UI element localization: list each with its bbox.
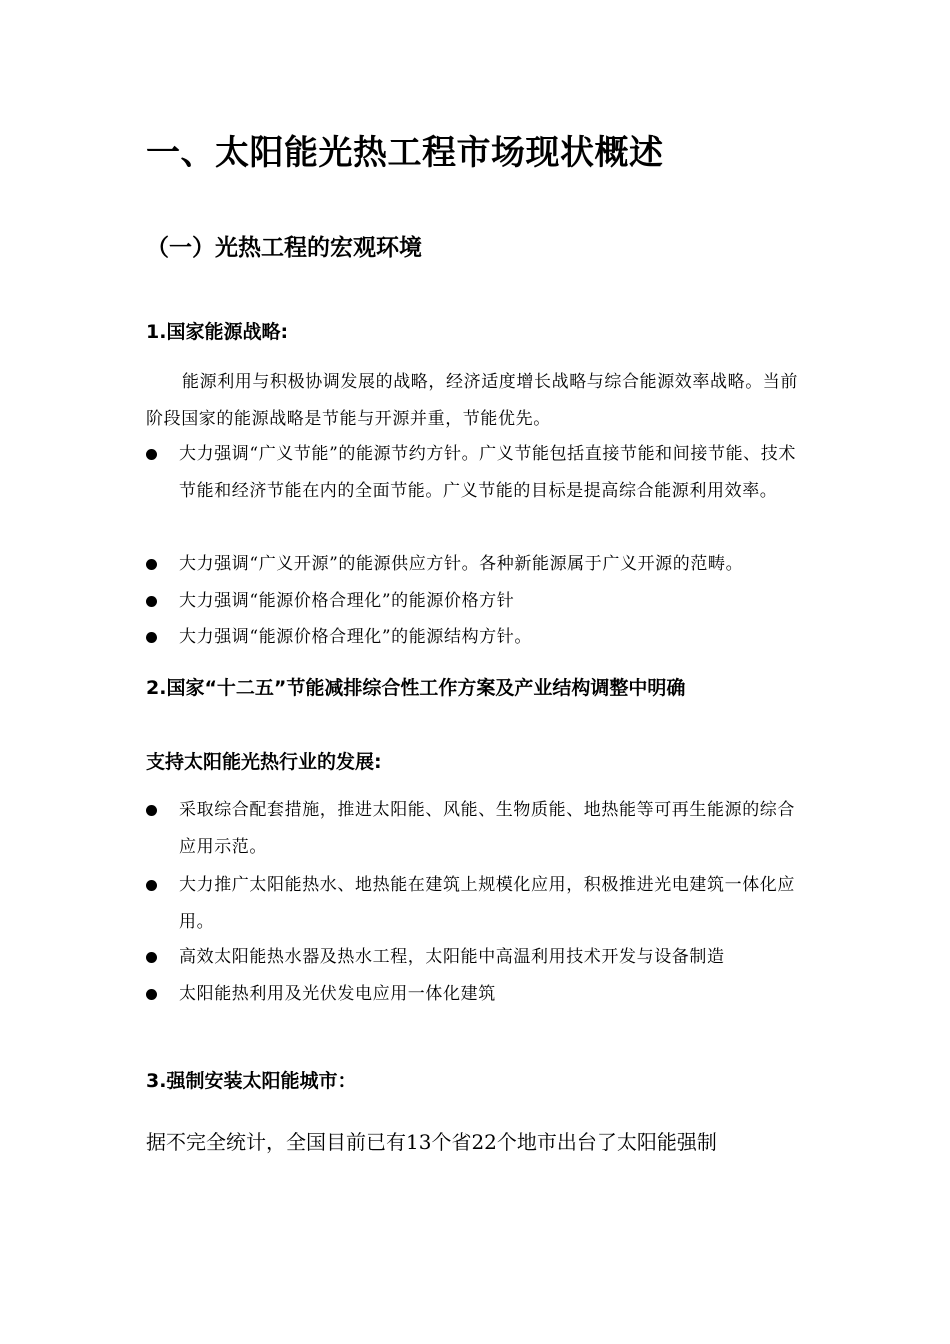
list-item (146, 583, 806, 620)
intro-paragraph: 能源利用与积极协调发展的战略，经济适度增长战略与综合能源效率战略。当前阶段国家的能源战略是节能与开源并重，节能优先。 (146, 372, 798, 429)
bullet-icon (146, 880, 157, 891)
subsection-heading-1: 1.国家能源战略: (146, 321, 289, 343)
subsection-heading-3: 3.强制安装太阳能城市： (146, 1070, 357, 1092)
subsection-heading-2-cont: 支持太阳能光热行业的发展: (146, 751, 382, 773)
list-item-text: 采取综合配套措施，推进太阳能、风能、生物质能、地热能等可再生能源的综合应用示范。 (179, 800, 795, 857)
section-heading: （一）光热工程的宏观环境 (146, 235, 422, 261)
list-item-text: 大力强调“能源价格合理化”的能源价格方针 (179, 591, 515, 611)
list-item (146, 976, 806, 1013)
bullet-icon (146, 952, 157, 963)
list-item-text: 高效太阳能热水器及热水工程，太阳能中高温利用技术开发与设备制造 (179, 947, 725, 967)
bullet-icon (146, 805, 157, 816)
list-item (146, 792, 806, 866)
bullet-icon (146, 596, 157, 607)
list-item (146, 867, 806, 941)
bullet-icon (146, 449, 157, 460)
body-paragraph: 据不完全统计，全国目前已有13个省22个地市出台了太阳能强制 (146, 1130, 717, 1154)
bullet-icon (146, 559, 157, 570)
bullet-icon (146, 989, 157, 1000)
list-item-text: 大力推广太阳能热水、地热能在建筑上规模化应用，积极推进光电建筑一体化应用。 (179, 875, 795, 932)
bullet-icon (146, 632, 157, 643)
list-item-text: 太阳能热利用及光伏发电应用一体化建筑 (179, 984, 496, 1004)
document-title: 一、太阳能光热工程市场现状概述 (146, 133, 664, 173)
subsection-heading-2: 2.国家“十二五”节能减排综合性工作方案及产业结构调整中明确 (146, 677, 686, 699)
list-item (146, 939, 806, 976)
list-item (146, 619, 806, 656)
list-item (146, 436, 806, 510)
list-item-text: 大力强调“能源价格合理化”的能源结构方针。 (179, 627, 532, 647)
list-item (146, 546, 806, 583)
list-item-text: 大力强调“广义开源”的能源供应方针。各种新能源属于广义开源的范畴。 (179, 554, 744, 574)
list-item-text: 大力强调“广义节能”的能源节约方针。广义节能包括直接节能和间接节能、技术节能和经济节能在内的全面节能。广义节能的目标是提高综合能源利用效率。 (179, 444, 796, 501)
